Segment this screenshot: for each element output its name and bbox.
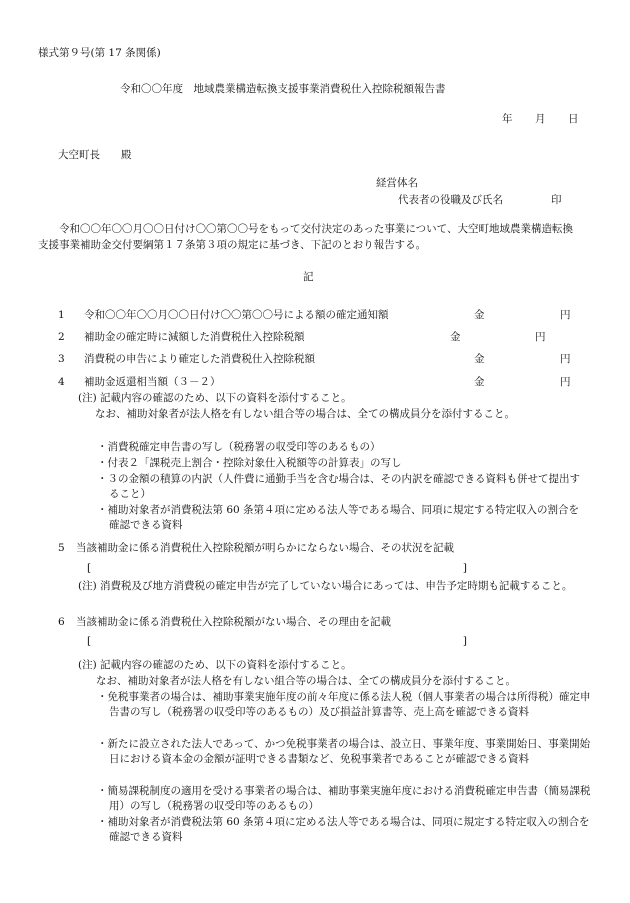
note4-lead: (注) 記載内容の確認のため、以下の資料を添付すること。 bbox=[78, 392, 352, 404]
intro-paragraph: 令和〇〇年〇〇月〇〇日付け〇〇第〇〇号をもって交付決定のあった事業について、大空町地域農業構造転換支援事業補助金交付要綱第１７条第３項の規定に基づき、下記のとおり報告する。 bbox=[38, 223, 573, 251]
item-3 bbox=[38, 352, 578, 368]
item-text: 補助金返還相当額（３－２） bbox=[84, 376, 221, 388]
kin-mark: 金 bbox=[474, 353, 485, 365]
bracket-close: ] bbox=[462, 635, 467, 647]
ki-heading: 記 bbox=[303, 271, 314, 283]
item-number: 1 bbox=[58, 309, 65, 321]
applicant-name-label: 経営体名 bbox=[376, 177, 418, 189]
kin-mark: 金 bbox=[474, 376, 485, 388]
item-1 bbox=[38, 308, 578, 324]
yen-mark: 円 bbox=[560, 309, 571, 321]
item-number: 4 bbox=[58, 376, 65, 388]
form-number: 様式第９号(第 17 条関係) bbox=[38, 47, 161, 59]
item-text: 消費税の申告により確定した消費税仕入控除税額 bbox=[84, 353, 315, 365]
section-title: 当該補助金に係る消費税仕入控除税額が明らかにならない場合、その状況を記載 bbox=[76, 542, 454, 554]
note4-bullet-4: ・補助対象者が消費税法第 60 条第４項に定める法人等である場合、同項に規定する特定収入の割合を確認できる資料 bbox=[97, 504, 580, 531]
section-number: 5 bbox=[58, 542, 65, 554]
bracket-close: ] bbox=[462, 562, 467, 574]
section-6-note-lead: (注) 記載内容の確認のため、以下の資料を添付すること。 bbox=[78, 659, 352, 671]
seal-mark: 印 bbox=[551, 194, 562, 206]
yen-mark: 円 bbox=[535, 331, 546, 343]
section-5-note: (注) 消費税及び地方消費税の確定申告が完了していない場合にあっては、申告予定時期も記載すること。 bbox=[78, 580, 573, 592]
kin-mark: 金 bbox=[474, 309, 485, 321]
section-5-bracket bbox=[87, 561, 467, 577]
item-2 bbox=[38, 330, 578, 346]
item-number: 3 bbox=[58, 353, 65, 365]
item-text: 補助金の確定時に減額した消費税仕入控除税額 bbox=[84, 331, 305, 343]
date-line: 年 月 日 bbox=[502, 113, 585, 125]
note4-sub: なお、補助対象者が法人格を有しない組合等の場合は、全ての構成員分を添付すること。 bbox=[95, 408, 515, 420]
note4-bullet-2: ・付表２「課税売上割合・控除対象仕入税額等の計算表」の写し bbox=[97, 457, 402, 469]
item-number: 2 bbox=[58, 331, 65, 343]
yen-mark: 円 bbox=[560, 353, 571, 365]
kin-mark: 金 bbox=[450, 331, 461, 343]
section-6-bullet-4: ・補助対象者が消費税法第 60 条第４項に定める法人等である場合は、同項に規定する特定収入の割合を確認できる資料 bbox=[97, 816, 590, 843]
section-6-bracket bbox=[87, 634, 467, 650]
representative-label: 代表者の役職及び氏名 bbox=[398, 194, 503, 206]
section-6-bullet-3: ・簡易課税制度の適用を受ける事業者の場合は、補助事業実施年度における消費税確定申告書（簡易課税用）の写し（税務署の収受印等のあるもの） bbox=[97, 785, 591, 812]
section-number: 6 bbox=[58, 616, 65, 628]
note4-bullet-1: ・消費税確定申告書の写し（税務署の収受印等のあるもの） bbox=[97, 441, 381, 453]
note4-bullet-3: ・３の金額の積算の内訳（人件費に通勤手当を含む場合は、その内訳を確認できる資料も併せて提出すること） bbox=[97, 473, 580, 500]
section-title: 当該補助金に係る消費税仕入控除税額がない場合、その理由を記載 bbox=[76, 616, 391, 628]
item-4 bbox=[38, 375, 578, 391]
item-text: 令和〇〇年〇〇月〇〇日付け〇〇第〇〇号による額の確定通知額 bbox=[84, 309, 389, 321]
bracket-open: [ bbox=[87, 635, 92, 647]
bracket-open: [ bbox=[87, 562, 92, 574]
section-6-bullet-2: ・新たに設立された法人であって、かつ免税事業者の場合は、設立日、事業年度、事業開始日、事業開始日における資本金の金額が証明できる書類など、免税事業者であることが確認できる資料 bbox=[97, 738, 591, 765]
yen-mark: 円 bbox=[560, 376, 571, 388]
document-title: 令和〇〇年度 地域農業構造転換支援事業消費税仕入控除税額報告書 bbox=[120, 83, 446, 95]
section-6-note-sub: なお、補助対象者が法人格を有しない組合等の場合は、全ての構成員分を添付すること。 bbox=[96, 675, 516, 687]
addressee: 大空町長 殿 bbox=[58, 149, 132, 161]
section-6-bullet-1: ・免税事業者の場合は、補助事業実施年度の前々年度に係る法人税（個人事業者の場合は所得税）確定申告書の写し（税務署の収受印等のあるもの）及び損益計算書等、売上高を確認できる資料 bbox=[97, 691, 591, 718]
